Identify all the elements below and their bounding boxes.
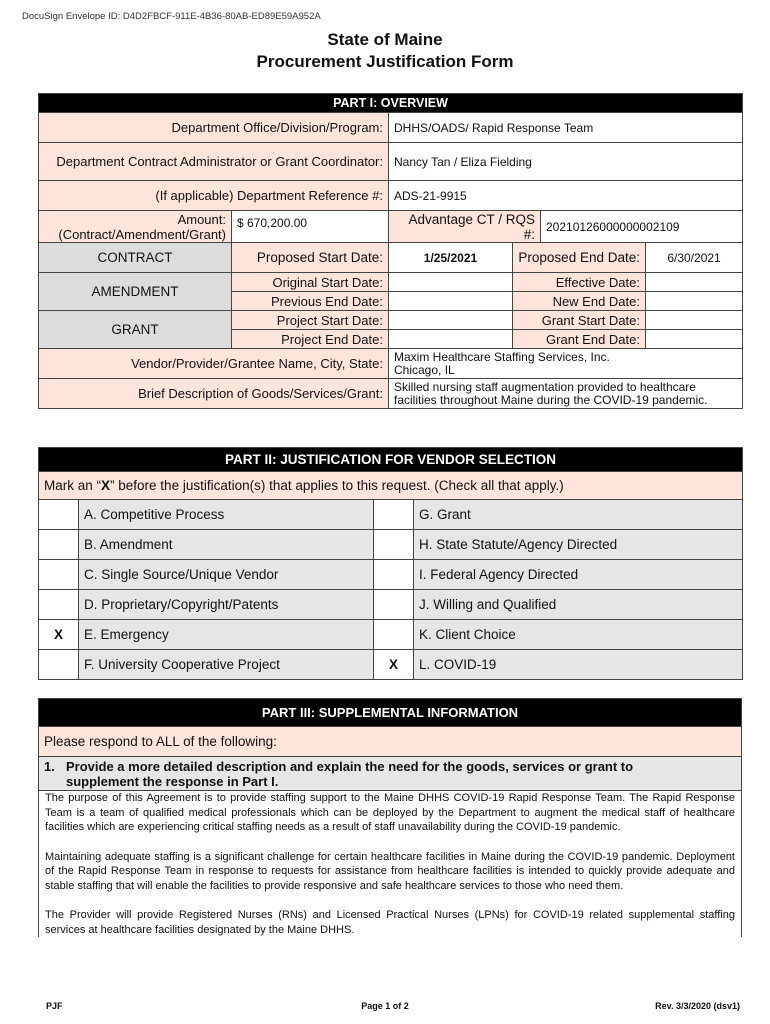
question-1-number: 1. [44,758,55,774]
dept-label: Department Office/Division/Program: [39,113,389,143]
check-c[interactable] [39,560,79,590]
response-paragraph-2: Maintaining adequate staffing is a significant challenge for certain healthcare facilities in Maine during the COVID-19 pandemic. Deployment of the Rapid Response Team in response to requests for assistance from healthcare facilities is intended to quickly provide adequate and stable staffing that will enable the facilities to provide responsive and safe healthcare services to those who need them. [45,850,735,892]
part2-instruction [39,472,743,500]
proposed-end-label: Proposed End Date: [513,243,646,273]
new-end-value[interactable] [646,292,743,311]
vendor-city: Chicago, IL [394,362,455,377]
option-k: K. Client Choice [414,620,743,650]
contract-label: CONTRACT [39,243,232,273]
part2-justification-table [38,447,743,680]
option-c: C. Single Source/Unique Vendor [79,560,374,590]
question-1-line1: Provide a more detailed description and explain the need for the goods, services or grant to [66,758,634,774]
check-i[interactable] [374,560,414,590]
vendor-label: Vendor/Provider/Grantee Name, City, State: [39,349,389,379]
option-a: A. Competitive Process [79,500,374,530]
option-i: I. Federal Agency Directed [414,560,743,590]
footer-page-number: Page 1 of 2 [361,1001,409,1011]
project-start-value[interactable] [389,311,513,330]
option-d: D. Proprietary/Copyright/Patents [79,590,374,620]
project-end-value[interactable] [389,330,513,349]
advantage-label: Advantage CT / RQS #: [389,211,541,243]
desc-label: Brief Description of Goods/Services/Grant: [39,379,389,409]
option-h: H. State Statute/Agency Directed [414,530,743,560]
proposed-start-label: Proposed Start Date: [232,243,389,273]
check-l[interactable]: X [374,650,414,680]
original-start-label: Original Start Date: [232,273,389,292]
part1-header: PART I: OVERVIEW [39,94,743,113]
grant-end-value[interactable] [646,330,743,349]
check-d[interactable] [39,590,79,620]
option-f: F. University Cooperative Project [79,650,374,680]
part1-overview-table [38,93,743,409]
part3-supplemental-table [38,698,742,937]
response-paragraph-1: The purpose of this Agreement is to provide staffing support to the Maine DHHS COVID-19 Rapid Response Team. The Rapid Response Team is a team of qualified medical professionals which can be deployed by the Department to augment the medical staff of healthcare facilities which are experiencing critical staffing needs as a result of staff unavailability during the COVID-19 pandemic. [45,792,735,833]
option-e: E. Emergency [79,620,374,650]
footer-form-code: PJF [46,1001,63,1011]
project-start-label: Project Start Date: [232,311,389,330]
question-1 [39,757,742,791]
original-start-value[interactable] [389,273,513,292]
dept-value[interactable]: DHHS/OADS/ Rapid Response Team [389,113,743,143]
page-title: State of Maine [327,30,443,49]
check-j[interactable] [374,590,414,620]
admin-label-text: Department Contract Administrator or Grant Coordinator: [56,154,383,169]
check-k[interactable] [374,620,414,650]
previous-end-label: Previous End Date: [232,292,389,311]
vendor-value[interactable] [389,349,743,379]
vendor-name: Maxim Healthcare Staffing Services, Inc. [394,349,610,364]
option-j: J. Willing and Qualified [414,590,743,620]
grant-end-label: Grant End Date: [513,330,646,349]
amount-value[interactable]: $ 670,200.00 [232,211,389,243]
grant-start-label: Grant Start Date: [513,311,646,330]
question-1-line2: supplement the response in Part I. [66,773,279,789]
ref-value[interactable]: ADS-21-9915 [389,181,743,211]
response-paragraph-3: The Provider will provide Registered Nurses (RNs) and Licensed Practical Nurses (LPNs) for COVID-19 related supplemental staffing services at healthcare facilities designated by the Maine DHHS. [45,909,735,936]
option-b: B. Amendment [79,530,374,560]
part3-header: PART III: SUPPLEMENTAL INFORMATION [39,699,742,727]
check-b[interactable] [39,530,79,560]
grant-label: GRANT [39,311,232,349]
admin-label [39,143,389,181]
option-g: G. Grant [414,500,743,530]
effective-label: Effective Date: [513,273,646,292]
proposed-end-value[interactable]: 6/30/2021 [646,243,743,273]
advantage-value[interactable]: 20210126000000002109 [541,211,743,243]
instruction-pre: Mark an “ [44,478,102,493]
instruction-post: ” before the justification(s) that applies to this request. (Check all that apply.) [110,478,564,493]
project-end-label: Project End Date: [232,330,389,349]
new-end-label: New End Date: [513,292,646,311]
part2-header: PART II: JUSTIFICATION FOR VENDOR SELECTION [39,448,743,472]
ref-label: (If applicable) Department Reference #: [39,181,389,211]
proposed-start-value[interactable]: 1/25/2021 [389,243,513,273]
option-l: L. COVID-19 [414,650,743,680]
instruction-x: X [101,478,111,493]
amendment-label: AMENDMENT [39,273,232,311]
check-g[interactable] [374,500,414,530]
desc-value[interactable]: Skilled nursing staff augmentation provided to healthcare facilities throughout Maine during the COVID-19 pandemic. [389,379,743,409]
effective-value[interactable] [646,273,743,292]
previous-end-value[interactable] [389,292,513,311]
grant-start-value[interactable] [646,311,743,330]
envelope-id: DocuSign Envelope ID: D4D2FBCF-911E-4B36-80AB-ED89E59A952A [22,11,321,22]
check-a[interactable] [39,500,79,530]
respond-instruction: Please respond to ALL of the following: [39,727,742,757]
footer-revision: Rev. 3/3/2020 (dsv1) [655,1001,740,1011]
check-h[interactable] [374,530,414,560]
amount-label: Amount: (Contract/Amendment/Grant) [39,211,232,243]
admin-value[interactable]: Nancy Tan / Eliza Fielding [389,143,743,181]
question-1-response[interactable] [39,791,742,938]
check-f[interactable] [39,650,79,680]
check-e[interactable]: X [39,620,79,650]
page-subtitle: Procurement Justification Form [256,52,514,71]
